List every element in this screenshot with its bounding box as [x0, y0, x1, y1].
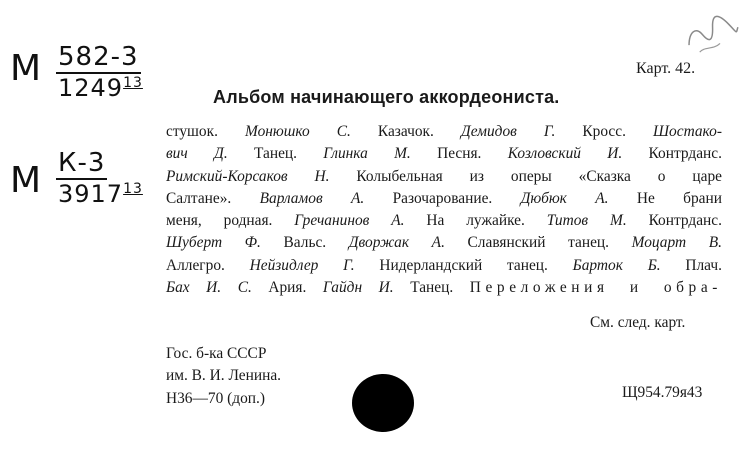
body-text-segment: На лужайке.	[404, 212, 547, 230]
shelfmark-2	[56, 148, 143, 208]
shelfmark-1-denominator	[56, 74, 143, 102]
shelfmark-1	[56, 42, 143, 102]
library-line-3: Н36—70 (доп.)	[166, 389, 265, 407]
punch-hole	[352, 374, 414, 432]
body-text-segment: Аллегро.	[166, 256, 250, 274]
body-text-segment: Нидерландский танец.	[354, 256, 573, 274]
shelfmark-1-sup: 13	[123, 75, 143, 91]
see-next-card: См. след. карт.	[590, 314, 686, 331]
body-text-segment: Контрданс.	[626, 212, 722, 230]
library-line-1: Гос. б-ка СССР	[166, 345, 267, 362]
library-imprint	[166, 343, 281, 410]
body-text-segment: Вальс.	[260, 234, 349, 252]
composer-name: Демидов Г.	[460, 123, 556, 140]
card-body-text	[166, 121, 722, 299]
library-line-2: им. В. И. Ленина.	[166, 367, 281, 385]
composer-name: Моцарт В.	[631, 234, 722, 252]
composer-name: Барток Б.	[572, 256, 661, 274]
composer-name: Козловский И.	[507, 145, 623, 163]
card-title: Альбом начинающего аккордеониста.	[213, 87, 560, 107]
composer-name: Монюшко С.	[244, 123, 351, 140]
shelfmark-2-prefix: М	[10, 160, 43, 201]
body-line	[166, 121, 722, 143]
body-text-segment: Плач.	[660, 256, 722, 274]
composer-name: Шостако-	[652, 123, 722, 140]
composer-name: Гречанинов А.	[294, 212, 405, 230]
body-text-segment: Ария.	[251, 279, 323, 297]
body-text-segment: Казачок.	[350, 123, 461, 140]
classification-mark: Щ954.79я43	[622, 384, 703, 401]
shelfmark-2-numerator: К-3	[58, 148, 106, 178]
body-text-segment: Салтане».	[166, 189, 260, 207]
body-text-segment: Колыбельная из оперы «Сказка о царе	[329, 167, 722, 185]
shelfmark-1-numerator: 582-3	[58, 42, 139, 72]
card-number: Карт. 42.	[636, 60, 696, 77]
body-line	[166, 188, 722, 210]
composer-name: Римский-Корсаков Н.	[166, 167, 330, 185]
composer-name: Гайдн И.	[322, 279, 394, 297]
composer-name: Нейзидлер Г.	[249, 256, 355, 274]
composer-name: Дворжак А.	[348, 234, 445, 252]
body-text-segment: Танец.	[227, 145, 324, 163]
composer-name: Глинка М.	[323, 145, 411, 163]
shelfmark-2-denominator	[56, 180, 143, 208]
body-line	[166, 210, 722, 232]
body-text-segment: Песня.	[410, 145, 508, 163]
body-text-segment: Контрданс.	[622, 145, 722, 163]
body-text-segment: Танец.	[393, 279, 470, 297]
shelfmark-1-prefix: М	[10, 48, 43, 89]
composer-name: Варламов А.	[259, 189, 365, 207]
body-text-segment: Переложения и обра-	[469, 279, 722, 297]
body-text-segment: Кросс.	[555, 123, 653, 140]
shelfmark-2-sup: 13	[123, 181, 143, 197]
body-text-segment: меня, родная.	[166, 212, 295, 230]
composer-name: Дюбюк А.	[520, 189, 609, 207]
composer-name: Титов М.	[546, 212, 627, 230]
shelfmark-2-denominator-value: 3917	[58, 180, 124, 208]
body-text-segment: Разочарование.	[364, 189, 521, 207]
body-line	[166, 143, 722, 165]
body-line	[166, 232, 722, 254]
pencil-scribble-mark	[674, 0, 746, 64]
body-line	[166, 166, 722, 188]
composer-name: Шуберт Ф.	[166, 234, 261, 252]
composer-name: Бах И. С.	[166, 279, 252, 297]
body-line	[166, 255, 722, 277]
body-text-segment: Не брани	[608, 189, 722, 207]
composer-name: вич Д.	[166, 145, 228, 163]
body-text-segment: Славянский танец.	[444, 234, 632, 252]
shelfmark-1-denominator-value: 1249	[58, 74, 124, 102]
body-line	[166, 277, 722, 299]
body-text-segment: стушок.	[166, 123, 245, 140]
